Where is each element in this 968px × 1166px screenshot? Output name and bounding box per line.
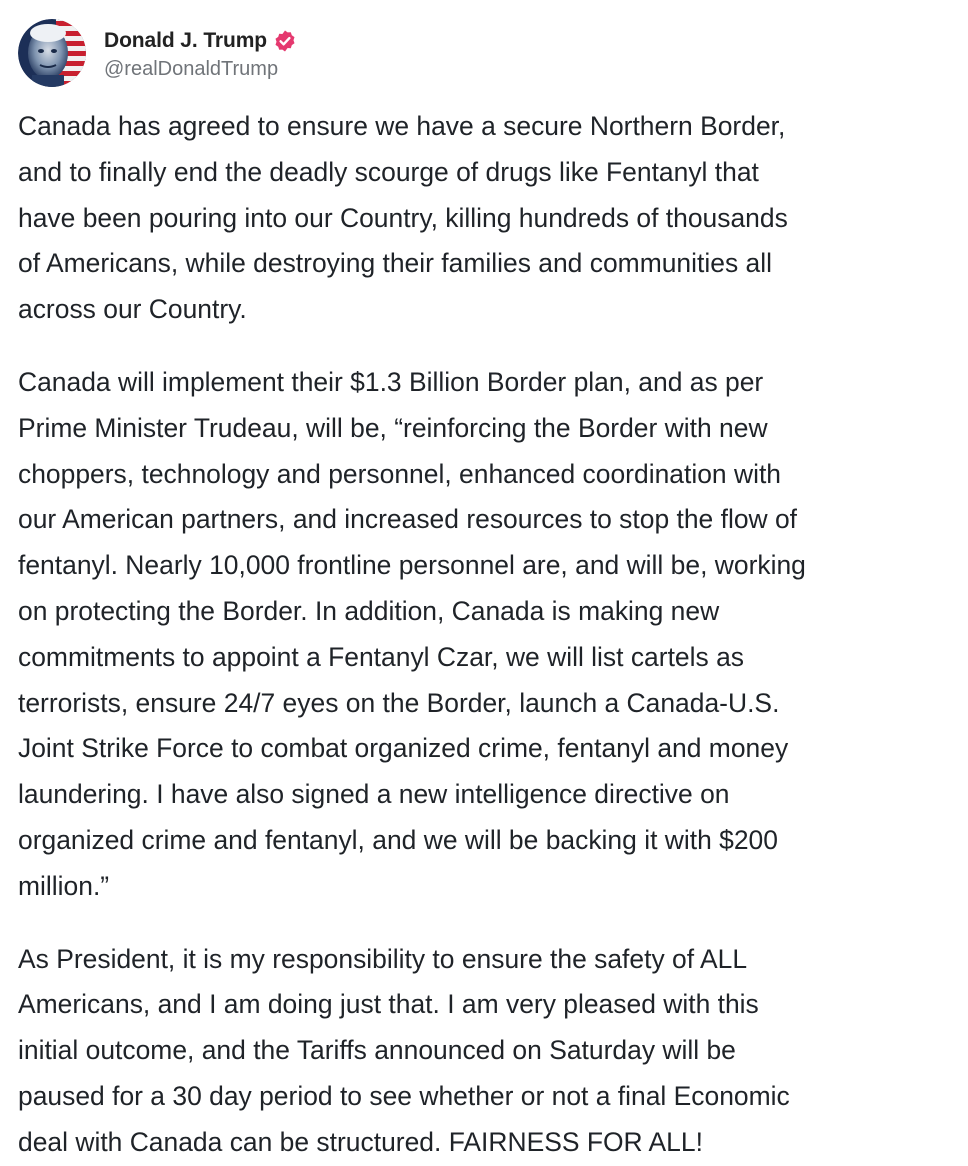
text-line: have been pouring into our Country, killing hundreds of thousands [18, 202, 788, 233]
text-line: million.” [18, 870, 110, 901]
text-line: commitments to appoint a Fentanyl Czar, we will list cartels as [18, 641, 744, 672]
text-line: Joint Strike Force to combat organized crime, fentanyl and money [18, 733, 789, 764]
text-line: initial outcome, and the Tariffs announced on Saturday will be [18, 1035, 736, 1066]
avatar[interactable] [18, 19, 86, 87]
text-line: and to finally end the deadly scourge of drugs like Fentanyl that [18, 156, 759, 187]
text-line: paused for a 30 day period to see whether or not a final Economic [18, 1080, 790, 1111]
text-line: fentanyl. Nearly 10,000 frontline personnel are, and will be, working [18, 550, 806, 581]
author-info [104, 26, 297, 81]
post-paragraph-3 [18, 937, 958, 1166]
text-line: organized crime and fentanyl, and we will be backing it with $200 [18, 824, 778, 855]
text-line: Prime Minister Trudeau, will be, “reinforcing the Border with new [18, 412, 768, 443]
text-line: choppers, technology and personnel, enhanced coordination with [18, 458, 781, 489]
post-paragraph-2 [18, 360, 958, 910]
name-row [104, 26, 297, 56]
text-line: across our Country. [18, 294, 247, 325]
post-paragraph-1 [18, 104, 958, 333]
post-body [18, 104, 958, 1166]
author-display-name[interactable]: Donald J. Trump [104, 28, 268, 52]
text-line: deal with Canada can be structured. FAIRNESS FOR ALL! [18, 1126, 703, 1157]
text-line: Americans, and I am doing just that. I am very pleased with this [18, 989, 759, 1020]
author-handle[interactable]: @realDonaldTrump [104, 57, 279, 80]
text-line: Canada has agreed to ensure we have a secure Northern Border, [18, 111, 786, 141]
text-line: of Americans, while destroying their families and communities all [18, 248, 772, 279]
text-line: As President, it is my responsibility to ensure the safety of ALL [18, 943, 748, 974]
post-header [18, 17, 297, 89]
text-line: laundering. I have also signed a new intelligence directive on [18, 779, 730, 810]
avatar-image [18, 19, 86, 87]
text-line: on protecting the Border. In addition, Canada is making new [18, 595, 720, 626]
text-line: Canada will implement their $1.3 Billion Border plan, and as per [18, 366, 764, 397]
verified-badge-icon [273, 29, 297, 53]
text-line: terrorists, ensure 24/7 eyes on the Border, launch a Canada-U.S. [18, 687, 780, 718]
text-line: our American partners, and increased resources to stop the flow of [18, 504, 798, 535]
